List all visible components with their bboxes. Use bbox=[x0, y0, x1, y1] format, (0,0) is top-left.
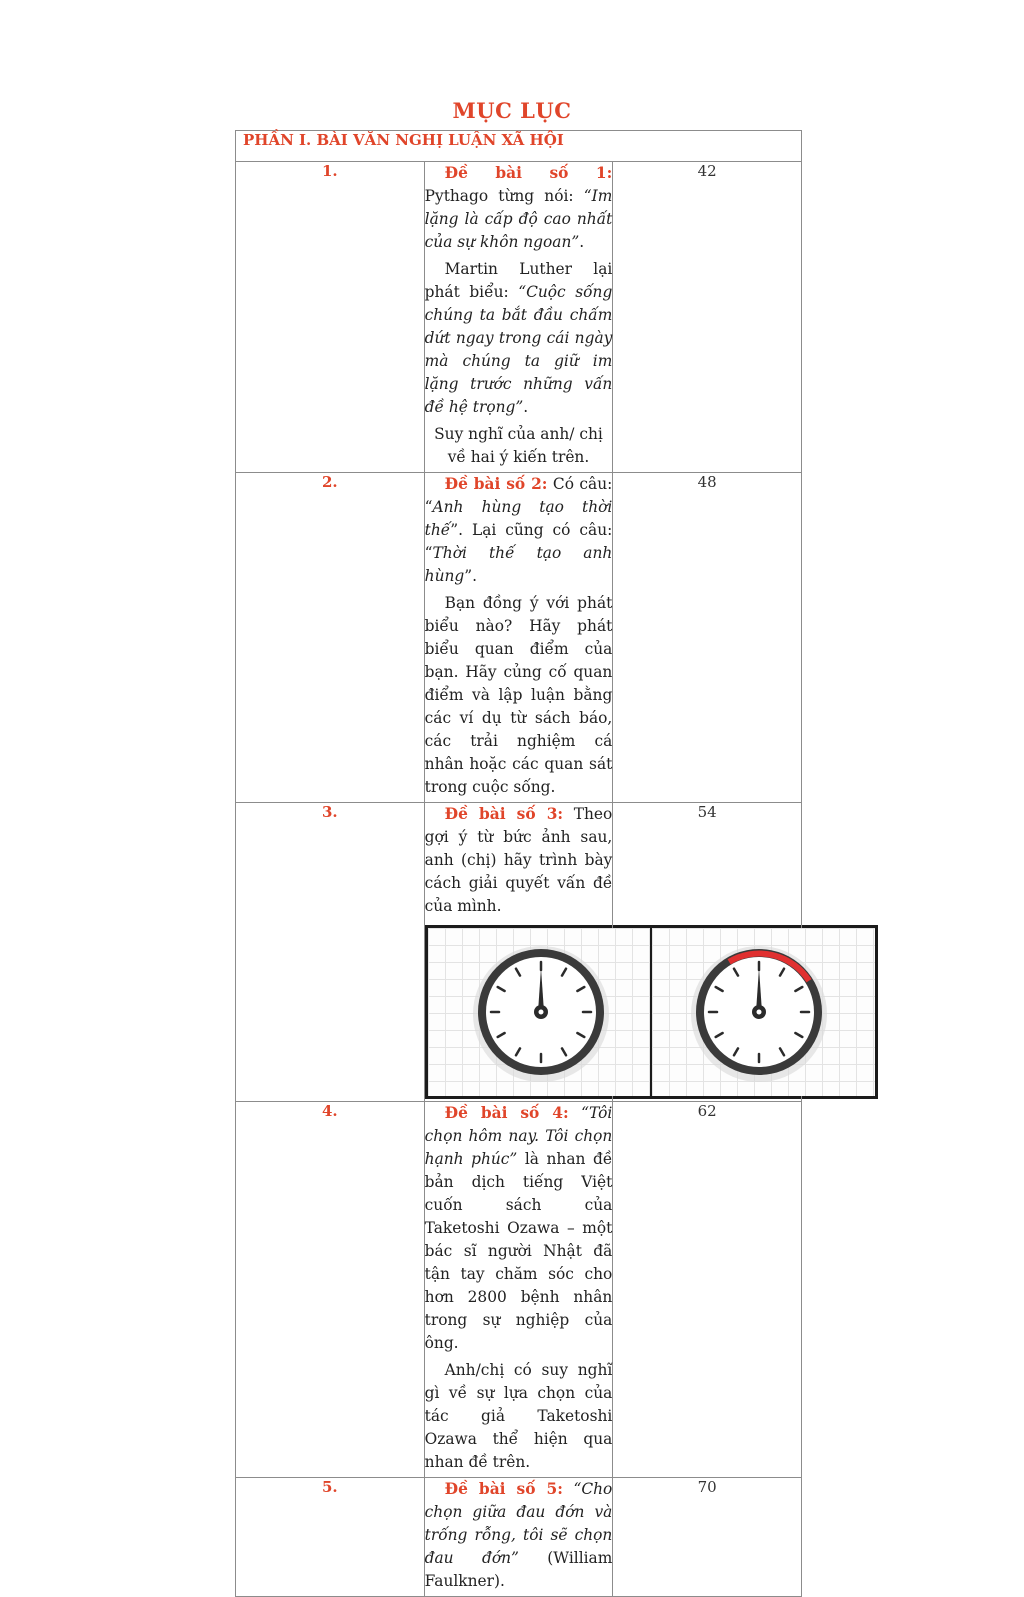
entry-content bbox=[424, 803, 613, 1102]
page-title: MỤC LỤC bbox=[452, 98, 572, 123]
entry-content bbox=[424, 473, 613, 803]
entry-content bbox=[424, 162, 613, 473]
entry-paragraph bbox=[425, 162, 613, 254]
entry-label: Đề bài số 3: bbox=[444, 805, 564, 823]
entry-quote: Thời thế tạo anh hùng bbox=[424, 544, 613, 585]
entry-page-number: 42 bbox=[613, 162, 802, 473]
entry-paragraph bbox=[425, 1478, 613, 1593]
entry-number: 5. bbox=[236, 1478, 425, 1597]
entry-text: ”. Lại cũng có câu: “ bbox=[424, 521, 613, 562]
entry-text: (William Faulkner). bbox=[424, 1549, 613, 1590]
entry-number: 4. bbox=[236, 1102, 425, 1478]
entry-quote: “Im lặng là cấp độ cao nhất của sự khôn ngoan” bbox=[424, 187, 613, 251]
entry-paragraph: Suy nghĩ của anh/ chị về hai ý kiến trên. bbox=[434, 425, 603, 466]
entry-paragraph: Bạn đồng ý với phát biểu nào? Hãy phát biểu quan điểm của bạn. Hãy củng cố quan điểm và lập luận bằng các ví dụ từ sách báo, các trải nghiệm cá nhân hoặc các quan sát trong cuộc sống. bbox=[424, 594, 613, 796]
entry-quote: Anh hùng tạo thời thế bbox=[424, 498, 613, 539]
entry-paragraph bbox=[425, 258, 613, 419]
entry-number: 3. bbox=[236, 803, 425, 1102]
section-title: PHẦN I. BÀI VĂN NGHỊ LUẬN XÃ HỘI bbox=[243, 131, 564, 149]
entry-label: Đề bài số 4: bbox=[444, 1104, 569, 1122]
entry-page-number: 70 bbox=[613, 1478, 802, 1597]
entry-page-number: 54 bbox=[613, 803, 802, 1102]
entry-quote: “Tôi chọn hôm nay. Tôi chọn hạnh phúc” bbox=[424, 1104, 613, 1168]
table-of-contents bbox=[235, 130, 802, 1597]
entry-page-number: 62 bbox=[613, 1102, 802, 1478]
entry-text: ”. bbox=[464, 567, 478, 585]
entry-content bbox=[424, 1102, 613, 1478]
entry-text: . bbox=[523, 398, 529, 416]
entry-text: là nhan đề bản dịch tiếng Việt cuốn sách của Taketoshi Ozawa – một bác sĩ người Nhật đã tận tay chăm sóc cho hơn 2800 bệnh nhân trong sự nghiệp của ông. bbox=[424, 1150, 613, 1352]
entry-paragraph: Anh/chị có suy nghĩ gì về sự lựa chọn của tác giả Taketoshi Ozawa thể hiện qua nhan đề trên. bbox=[424, 1361, 613, 1471]
toc-entry-3[interactable] bbox=[236, 803, 802, 1102]
entry-label: Đề bài số 1: bbox=[444, 164, 613, 182]
entry-paragraph bbox=[425, 473, 613, 588]
entry-number: 2. bbox=[236, 473, 425, 803]
toc-entry-5[interactable] bbox=[236, 1478, 802, 1597]
toc-entry-2[interactable] bbox=[236, 473, 802, 803]
clock-panel-right bbox=[650, 928, 875, 1096]
entry-text: . bbox=[579, 233, 585, 251]
entry-text: Theo gợi ý từ bức ảnh sau, anh (chị) hãy trình bày cách giải quyết vấn đề của mình. bbox=[424, 805, 613, 915]
toc-entry-1[interactable] bbox=[236, 162, 802, 473]
section-header-row bbox=[236, 131, 802, 162]
entry-paragraph bbox=[425, 803, 613, 918]
toc-entry-4[interactable] bbox=[236, 1102, 802, 1478]
entry-content bbox=[424, 1478, 613, 1597]
entry-text: Có câu: “ bbox=[424, 475, 613, 516]
entry-number: 1. bbox=[236, 162, 425, 473]
clock-icon bbox=[428, 928, 649, 1096]
entry-label: Đề bài số 2: bbox=[444, 475, 548, 493]
entry-text: Martin Luther lại phát biểu: bbox=[424, 260, 613, 301]
clock-panel-left bbox=[428, 928, 651, 1096]
entry-page-number: 48 bbox=[613, 473, 802, 803]
entry-text: Pythago từng nói: bbox=[424, 187, 584, 205]
entry-paragraph bbox=[425, 1102, 613, 1355]
clock-illustration bbox=[425, 925, 878, 1099]
entry-label: Đề bài số 5: bbox=[444, 1480, 563, 1498]
timer-icon bbox=[652, 928, 873, 1096]
entry-quote: “Cuộc sống chúng ta bắt đầu chấm dứt ngay trong cái ngày mà chúng ta giữ im lặng trước những vấn đề hệ trọng” bbox=[424, 283, 613, 416]
entry-quote: “Cho chọn giữa đau đớn và trống rỗng, tôi sẽ chọn đau đớn” bbox=[424, 1480, 613, 1567]
